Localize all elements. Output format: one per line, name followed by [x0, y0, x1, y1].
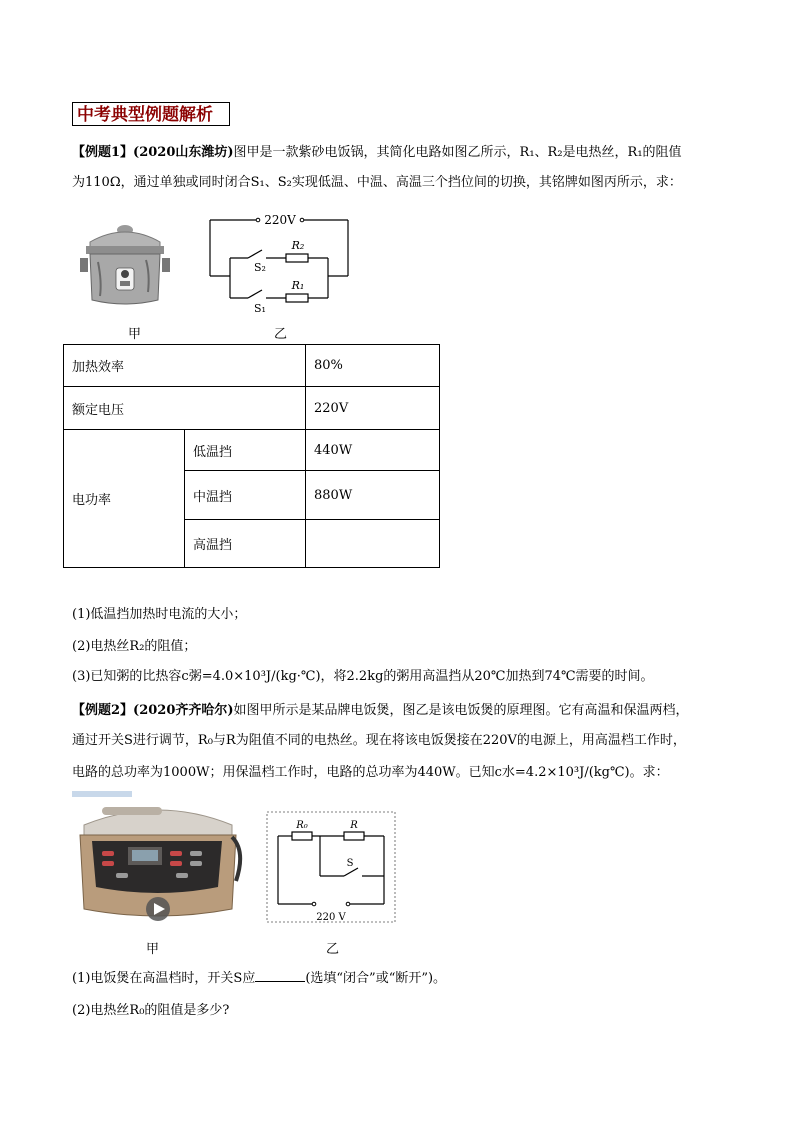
- q1-fig-a-label: 甲: [128, 327, 142, 342]
- q2-switch-label: S: [346, 858, 354, 869]
- spec-power-label: 电功率: [64, 430, 185, 568]
- clay-rice-cooker-photo: [80, 212, 170, 312]
- section-title: 中考典型例题解析: [72, 102, 230, 126]
- spec-voltage-label: 额定电压: [64, 387, 306, 430]
- q2-source: (2020齐齐哈尔): [133, 703, 234, 718]
- q2-r-label: R: [350, 820, 358, 831]
- q2-line2: 通过开关S进行调节，R₀与R为阻值不同的电热丝。现在将该电饭煲接在220V的电源上，用高温档工作时，: [72, 733, 686, 748]
- q1-line2: 为110Ω，通过单独或同时闭合S₁、S₂实现低温、中温、高温三个挡位间的切换，其铭牌如图丙所示，求：: [72, 175, 682, 190]
- q1-line1: [72, 140, 682, 166]
- q2-sub1-hint: (选填“闭合”或“断开”)。: [305, 971, 447, 986]
- q2-sub2: (2)电热丝R₀的阻值是多少?: [72, 1003, 230, 1018]
- q1-source: (2020山东潍坊): [133, 145, 234, 160]
- q2-sub1-text: (1)电饭煲在高温档时，开关S应: [72, 971, 256, 986]
- spec-high-label: 高温挡: [185, 520, 306, 568]
- q2-fig-b-label: 乙: [326, 942, 340, 957]
- spec-mid-label: 中温挡: [185, 471, 306, 520]
- q2-voltage-label: 220 V: [316, 912, 346, 923]
- spec-mid-value: 880W: [306, 471, 440, 520]
- q2-r0-label: R₀: [296, 820, 308, 831]
- q1-sub2: (2)电热丝R₂的阻值；: [72, 639, 197, 654]
- spec-high-value: [306, 520, 440, 568]
- spec-table: [63, 344, 440, 568]
- q1-text-1: 图甲是一款紫砂电饭锅，其简化电路如图乙所示，R₁、R₂是电热丝，R₁的阻值: [233, 145, 682, 160]
- q2-fig-a-label: 甲: [146, 942, 160, 957]
- q1-r2-label: R₂: [291, 239, 305, 252]
- q2-sub1: [72, 966, 446, 992]
- spec-low-value: 440W: [306, 430, 440, 471]
- q1-circuit-diagram: [200, 208, 360, 320]
- electric-rice-cooker-photo: [72, 791, 244, 925]
- q2-line3: 电路的总功率为1000W；用保温档工作时，电路的总功率为440W。已知c水=4.2×10³J/(kg℃)。求：: [72, 765, 669, 780]
- q2-circuit-diagram: [266, 810, 398, 926]
- q1-r1-label: R₁: [291, 279, 305, 292]
- q1-sub3: (3)已知粥的比热容c粥=4.0×10³J/(kg·℃)，将2.2kg的粥用高温挡从20℃加热到74℃需要的时间。: [72, 669, 654, 684]
- q1-sub1: (1)低温挡加热时电流的大小；: [72, 607, 247, 622]
- q1-tag: 【例题1】: [72, 145, 134, 160]
- q2-answer-blank[interactable]: [255, 968, 305, 982]
- q2-text-1: 如图甲所示是某品牌电饭煲，图乙是该电饭煲的原理图。它有高温和保温两档，: [233, 703, 689, 718]
- q2-tag: 【例题2】: [72, 703, 134, 718]
- q1-s2-label: S₂: [254, 261, 266, 274]
- spec-low-label: 低温挡: [185, 430, 306, 471]
- spec-efficiency-label: 加热效率: [64, 345, 306, 387]
- q1-fig-b-label: 乙: [274, 327, 288, 342]
- spec-efficiency-value: 80%: [306, 345, 440, 387]
- spec-voltage-value: 220V: [306, 387, 440, 430]
- q1-voltage-label: 220V: [264, 213, 296, 227]
- q2-line1: [72, 698, 689, 724]
- q1-s1-label: S₁: [254, 302, 266, 315]
